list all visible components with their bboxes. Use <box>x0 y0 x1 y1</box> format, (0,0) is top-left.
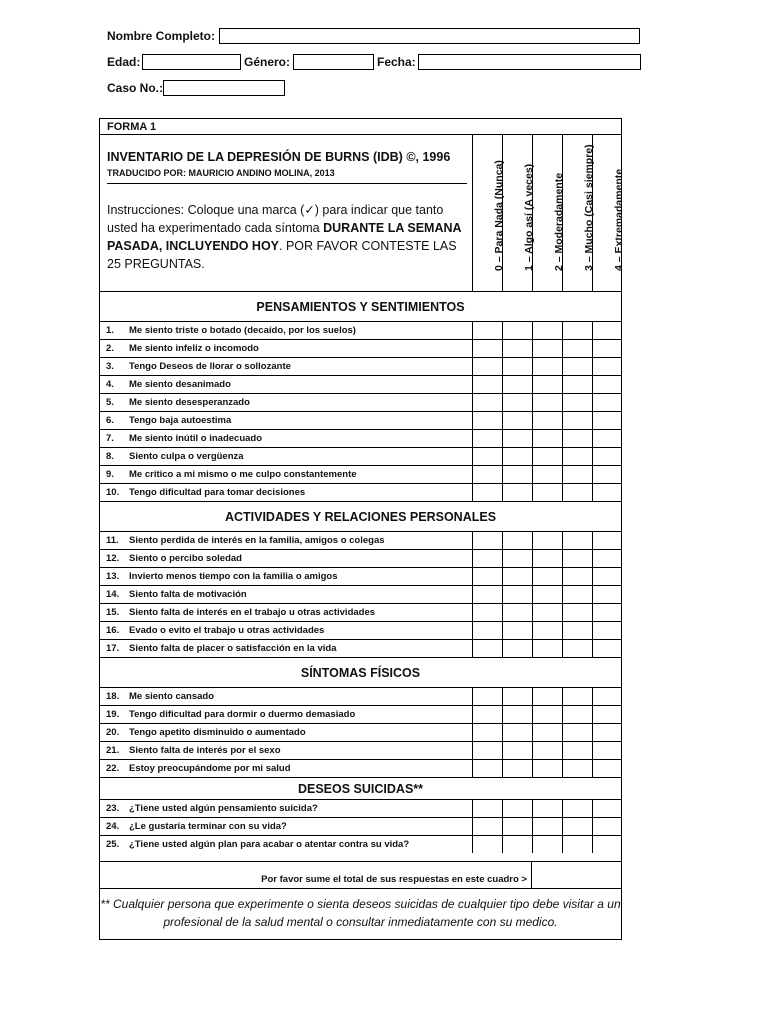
column-header-label: 0 – Para Nada (Nunca) <box>492 160 505 271</box>
answer-cell-0[interactable] <box>472 448 502 465</box>
answer-cell-3[interactable] <box>562 322 592 339</box>
total-score-box[interactable] <box>531 862 621 888</box>
title-divider <box>107 183 467 184</box>
question-number: 3. <box>106 361 114 372</box>
question-number: 10. <box>106 487 120 498</box>
title-area <box>100 135 472 291</box>
answer-cell-4[interactable] <box>592 724 622 741</box>
answer-cell-1[interactable] <box>502 322 532 339</box>
question-text: ¿Tiene usted algún pensamiento suicida? <box>129 803 318 814</box>
answer-cell-2[interactable] <box>532 742 562 759</box>
form-title: INVENTARIO DE LA DEPRESIÓN DE BURNS (IDB) ©, 1996 <box>107 150 451 164</box>
section-title: PENSAMIENTOS Y SENTIMIENTOS <box>100 291 621 321</box>
column-header-label: 2 – Moderadamente <box>552 172 565 271</box>
question-number: 13. <box>106 571 120 582</box>
answer-cell-3[interactable] <box>562 340 592 357</box>
sum-label: Por favor sume el total de sus respuestas en este cuadro > <box>261 874 527 885</box>
question-number: 6. <box>106 415 114 426</box>
answer-cell-3[interactable] <box>562 358 592 375</box>
answer-cell-1[interactable] <box>502 724 532 741</box>
question-row <box>100 447 621 465</box>
answer-cell-0[interactable] <box>472 818 502 835</box>
answer-cell-1[interactable] <box>502 394 532 411</box>
column-header-2 <box>532 135 565 291</box>
answer-cell-4[interactable] <box>592 800 622 817</box>
question-row <box>100 549 621 567</box>
answer-cell-4[interactable] <box>592 376 622 393</box>
answer-cell-2[interactable] <box>532 412 562 429</box>
answer-cell-2[interactable] <box>532 818 562 835</box>
question-text: Siento falta de motivación <box>129 589 247 600</box>
answer-cell-2[interactable] <box>532 466 562 483</box>
column-header-label: 3 – Mucho (Casi siempre) <box>582 144 595 271</box>
column-header-1 <box>502 135 535 291</box>
answer-cell-0[interactable] <box>472 586 502 603</box>
answer-cell-4[interactable] <box>592 448 622 465</box>
answer-cell-0[interactable] <box>472 358 502 375</box>
question-row <box>100 375 621 393</box>
answer-cell-4[interactable] <box>592 412 622 429</box>
question-text: Siento falta de placer o satisfacción en la vida <box>129 643 337 654</box>
answer-cell-3[interactable] <box>562 800 592 817</box>
case-number-label: Caso No.: <box>107 81 164 95</box>
question-row <box>100 759 621 777</box>
answer-cell-1[interactable] <box>502 430 532 447</box>
answer-cell-2[interactable] <box>532 340 562 357</box>
answer-cell-0[interactable] <box>472 322 502 339</box>
question-text: Siento perdida de interés en la familia, amigos o colegas <box>129 535 385 546</box>
question-row <box>100 621 621 639</box>
answer-cell-0[interactable] <box>472 568 502 585</box>
answer-cell-3[interactable] <box>562 688 592 705</box>
answer-cell-4[interactable] <box>592 706 622 723</box>
answer-cell-3[interactable] <box>562 484 592 501</box>
column-header-4 <box>592 135 625 291</box>
answer-cell-0[interactable] <box>472 724 502 741</box>
answer-cell-3[interactable] <box>562 394 592 411</box>
question-number: 20. <box>106 727 120 738</box>
answer-cell-3[interactable] <box>562 412 592 429</box>
column-header-label: 4 – Extremadamente <box>612 168 625 271</box>
answer-cell-2[interactable] <box>532 688 562 705</box>
question-number: 24. <box>106 821 120 832</box>
question-row <box>100 835 621 853</box>
question-text: Tengo baja autoestima <box>129 415 232 426</box>
question-number: 12. <box>106 553 120 564</box>
instructions-emphasis: DURANTE LA SEMANA PASADA, INCLUYENDO HOY <box>107 221 462 253</box>
answer-cell-1[interactable] <box>502 742 532 759</box>
question-row <box>100 357 621 375</box>
question-number: 22. <box>106 763 120 774</box>
date-input[interactable] <box>418 54 641 70</box>
question-row <box>100 483 621 501</box>
answer-cell-3[interactable] <box>562 430 592 447</box>
answer-cell-3[interactable] <box>562 640 592 657</box>
answer-cell-1[interactable] <box>502 706 532 723</box>
answer-cell-1[interactable] <box>502 818 532 835</box>
question-number: 18. <box>106 691 120 702</box>
question-number: 9. <box>106 469 114 480</box>
question-text: Me siento infeliz o incomodo <box>129 343 259 354</box>
answer-cell-4[interactable] <box>592 394 622 411</box>
answer-cell-3[interactable] <box>562 724 592 741</box>
question-number: 14. <box>106 589 120 600</box>
question-row <box>100 705 621 723</box>
section-title: ACTIVIDADES Y RELACIONES PERSONALES <box>100 501 621 531</box>
answer-cell-1[interactable] <box>502 640 532 657</box>
answer-cell-1[interactable] <box>502 466 532 483</box>
answer-cell-3[interactable] <box>562 466 592 483</box>
answer-cell-4[interactable] <box>592 818 622 835</box>
question-text: Me siento cansado <box>129 691 214 702</box>
question-number: 17. <box>106 643 120 654</box>
answer-cell-3[interactable] <box>562 622 592 639</box>
question-row <box>100 817 621 835</box>
answer-cell-0[interactable] <box>472 412 502 429</box>
answer-cell-3[interactable] <box>562 586 592 603</box>
answer-cell-0[interactable] <box>472 800 502 817</box>
answer-cell-0[interactable] <box>472 484 502 501</box>
answer-cell-0[interactable] <box>472 622 502 639</box>
answer-cell-3[interactable] <box>562 742 592 759</box>
answer-cell-0[interactable] <box>472 532 502 549</box>
answer-cell-2[interactable] <box>532 568 562 585</box>
answer-cell-4[interactable] <box>592 640 622 657</box>
answer-cell-3[interactable] <box>562 376 592 393</box>
answer-cell-2[interactable] <box>532 394 562 411</box>
answer-cell-0[interactable] <box>472 688 502 705</box>
instructions <box>107 201 467 273</box>
question-text: Tengo dificultad para tomar decisiones <box>129 487 306 498</box>
answer-cell-3[interactable] <box>562 550 592 567</box>
age-label: Edad: <box>107 55 141 69</box>
answer-cell-2[interactable] <box>532 760 562 777</box>
question-text: Tengo apetito disminuido o aumentado <box>129 727 306 738</box>
answer-cell-4[interactable] <box>592 568 622 585</box>
answer-cell-1[interactable] <box>502 340 532 357</box>
answer-cell-1[interactable] <box>502 532 532 549</box>
answer-cell-1[interactable] <box>502 568 532 585</box>
answer-cell-3[interactable] <box>562 818 592 835</box>
answer-cell-0[interactable] <box>472 604 502 621</box>
question-row <box>100 531 621 549</box>
answer-cell-2[interactable] <box>532 836 562 853</box>
answer-cell-4[interactable] <box>592 622 622 639</box>
question-row <box>100 723 621 741</box>
question-number: 23. <box>106 803 120 814</box>
answer-cell-0[interactable] <box>472 640 502 657</box>
answer-cell-4[interactable] <box>592 760 622 777</box>
answer-cell-2[interactable] <box>532 800 562 817</box>
question-text: Estoy preocupándome por mi salud <box>129 763 291 774</box>
question-number: 11. <box>106 535 119 546</box>
answer-cell-1[interactable] <box>502 412 532 429</box>
answer-cell-1[interactable] <box>502 800 532 817</box>
answer-cell-0[interactable] <box>472 376 502 393</box>
question-number: 4. <box>106 379 114 390</box>
question-number: 25. <box>106 839 120 850</box>
column-header-0 <box>472 135 505 291</box>
question-number: 7. <box>106 433 114 444</box>
answer-cell-1[interactable] <box>502 604 532 621</box>
answer-cell-1[interactable] <box>502 358 532 375</box>
answer-cell-4[interactable] <box>592 550 622 567</box>
answer-cell-1[interactable] <box>502 448 532 465</box>
answer-cell-2[interactable] <box>532 706 562 723</box>
question-row <box>100 411 621 429</box>
answer-cell-3[interactable] <box>562 568 592 585</box>
answer-cell-3[interactable] <box>562 532 592 549</box>
question-number: 2. <box>106 343 114 354</box>
question-text: Me siento desesperanzado <box>129 397 250 408</box>
form-label: FORMA 1 <box>100 119 621 135</box>
answer-cell-0[interactable] <box>472 340 502 357</box>
question-text: Siento o percibo soledad <box>129 553 242 564</box>
answer-cell-1[interactable] <box>502 622 532 639</box>
question-text: Tengo dificultad para dormir o duermo demasiado <box>129 709 356 720</box>
section-title: SÍNTOMAS FÍSICOS <box>100 657 621 687</box>
question-text: Invierto menos tiempo con la familia o amigos <box>129 571 338 582</box>
answer-cell-2[interactable] <box>532 724 562 741</box>
question-text: Evado o evito el trabajo u otras actividades <box>129 625 325 636</box>
section-title: DESEOS SUICIDAS** <box>100 777 621 799</box>
question-row <box>100 321 621 339</box>
answer-cell-1[interactable] <box>502 484 532 501</box>
question-text: Me siento desanimado <box>129 379 231 390</box>
answer-cell-4[interactable] <box>592 604 622 621</box>
answer-cell-2[interactable] <box>532 484 562 501</box>
question-row <box>100 687 621 705</box>
column-header-3 <box>562 135 595 291</box>
answer-cell-2[interactable] <box>532 604 562 621</box>
suicide-warning-note: ** Cualquier persona que experimente o sienta deseos suicidas de cualquier tipo debe visitar a un profesional de la salud mental o consultar inmediatamente con su medico. <box>100 897 621 929</box>
question-row <box>100 639 621 657</box>
question-number: 5. <box>106 397 114 408</box>
question-row <box>100 585 621 603</box>
answer-cell-1[interactable] <box>502 760 532 777</box>
case-number-input[interactable] <box>163 80 285 96</box>
question-text: Me siento inútil o inadecuado <box>129 433 263 444</box>
answer-cell-0[interactable] <box>472 394 502 411</box>
answer-cell-1[interactable] <box>502 836 532 853</box>
question-row <box>100 465 621 483</box>
full-name-input[interactable] <box>219 28 640 44</box>
answer-cell-3[interactable] <box>562 836 592 853</box>
answer-cell-4[interactable] <box>592 836 622 853</box>
answer-cell-4[interactable] <box>592 466 622 483</box>
question-number: 21. <box>106 745 120 756</box>
answer-cell-4[interactable] <box>592 340 622 357</box>
question-text: ¿Le gustaría terminar con su vida? <box>129 821 287 832</box>
answer-cell-4[interactable] <box>592 358 622 375</box>
answer-cell-4[interactable] <box>592 484 622 501</box>
question-number: 8. <box>106 451 114 462</box>
gender-label: Género: <box>244 55 291 69</box>
question-row <box>100 393 621 411</box>
full-name-label: Nombre Completo: <box>107 29 215 43</box>
question-row <box>100 339 621 357</box>
age-input[interactable] <box>142 54 241 70</box>
question-row <box>100 741 621 759</box>
question-text: Me critico a mi mismo o me culpo constantemente <box>129 469 357 480</box>
question-text: Me siento triste o botado (decaído, por los suelos) <box>129 325 356 336</box>
question-row <box>100 567 621 585</box>
answer-cell-2[interactable] <box>532 376 562 393</box>
answer-cell-1[interactable] <box>502 586 532 603</box>
date-label: Fecha: <box>377 55 416 69</box>
answer-cell-4[interactable] <box>592 742 622 759</box>
answer-cell-2[interactable] <box>532 358 562 375</box>
answer-cell-2[interactable] <box>532 448 562 465</box>
gender-input[interactable] <box>293 54 374 70</box>
question-text: Siento culpa o vergüenza <box>129 451 244 462</box>
answer-cell-2[interactable] <box>532 622 562 639</box>
answer-cell-4[interactable] <box>592 586 622 603</box>
answer-cell-4[interactable] <box>592 430 622 447</box>
answer-cell-4[interactable] <box>592 532 622 549</box>
answer-cell-0[interactable] <box>472 836 502 853</box>
question-number: 1. <box>106 325 114 336</box>
question-row <box>100 429 621 447</box>
instructions-text-1: Instrucciones: Coloque una marca (✓) para indicar que tanto usted ha experimentado cada síntoma <box>107 203 444 235</box>
answer-cell-0[interactable] <box>472 742 502 759</box>
answer-cell-2[interactable] <box>532 430 562 447</box>
answer-cell-3[interactable] <box>562 706 592 723</box>
question-text: Siento falta de interés en el trabajo u otras actividades <box>129 607 376 618</box>
question-number: 19. <box>106 709 120 720</box>
answer-cell-0[interactable] <box>472 706 502 723</box>
answer-cell-2[interactable] <box>532 322 562 339</box>
question-text: Siento falta de interés por el sexo <box>129 745 281 756</box>
answer-cell-3[interactable] <box>562 604 592 621</box>
question-number: 15. <box>106 607 120 618</box>
instructions-text-2: . POR FAVOR CONTESTE LAS 25 PREGUNTAS. <box>107 239 457 271</box>
answer-cell-4[interactable] <box>592 688 622 705</box>
answer-cell-3[interactable] <box>562 448 592 465</box>
question-row <box>100 603 621 621</box>
answer-cell-1[interactable] <box>502 688 532 705</box>
answer-cell-4[interactable] <box>592 322 622 339</box>
answer-cell-0[interactable] <box>472 430 502 447</box>
answer-cell-0[interactable] <box>472 550 502 567</box>
answer-cell-1[interactable] <box>502 550 532 567</box>
question-text: ¿Tiene usted algún plan para acabar o atentar contra su vida? <box>129 839 410 850</box>
answer-cell-2[interactable] <box>532 640 562 657</box>
depression-inventory-form <box>99 118 625 940</box>
answer-cell-0[interactable] <box>472 466 502 483</box>
answer-cell-2[interactable] <box>532 532 562 549</box>
question-text: Tengo Deseos de llorar o sollozante <box>129 361 291 372</box>
answer-cell-1[interactable] <box>502 376 532 393</box>
question-number: 16. <box>106 625 120 636</box>
translator-credit: TRADUCIDO POR: MAURICIO ANDINO MOLINA, 2013 <box>107 168 335 178</box>
answer-cell-2[interactable] <box>532 550 562 567</box>
question-row <box>100 799 621 817</box>
answer-cell-0[interactable] <box>472 760 502 777</box>
answer-cell-3[interactable] <box>562 760 592 777</box>
sum-row <box>100 861 621 889</box>
answer-cell-2[interactable] <box>532 586 562 603</box>
column-header-label: 1 – Algo así (A veces) <box>522 163 535 271</box>
